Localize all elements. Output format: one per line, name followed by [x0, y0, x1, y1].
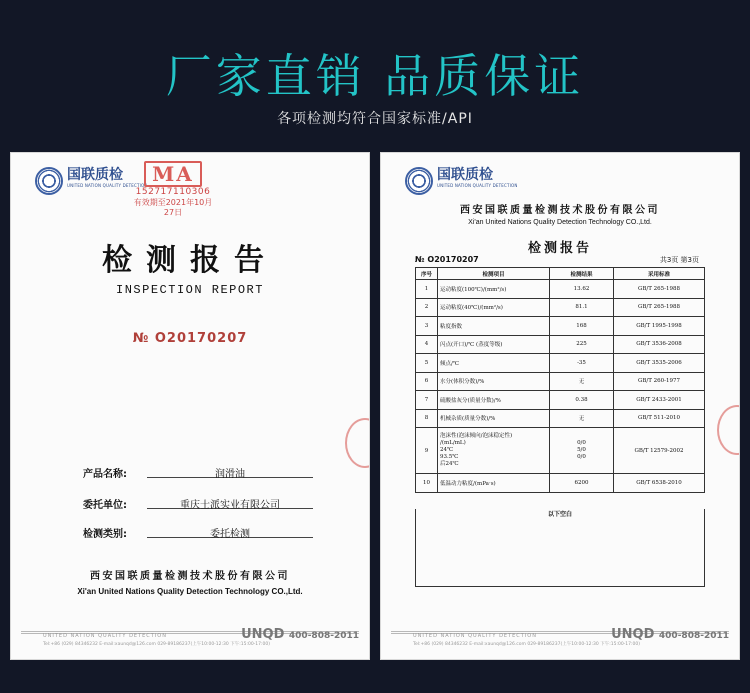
row-number: 8 [416, 409, 438, 428]
field-label: 委托单位: [83, 500, 127, 511]
report-results-page [380, 152, 740, 660]
column-header: 检测结果 [550, 268, 614, 280]
test-item: 低温动力粘度/(mPa·s) [438, 474, 550, 493]
cma-stamp [131, 161, 215, 215]
test-result: 无 [550, 409, 614, 428]
test-result: 6200 [550, 474, 614, 493]
table-header-row [416, 268, 705, 280]
row-number: 4 [416, 335, 438, 354]
blank-area [415, 509, 705, 587]
field-client [83, 496, 313, 512]
test-result: -35 [550, 354, 614, 373]
globe-icon [405, 167, 433, 195]
test-standard: GB/T 1995-1998 [614, 317, 705, 336]
org-name: 西安国联质量检测技术股份有限公司 [90, 571, 290, 582]
test-standard: GB/T 12579-2002 [614, 428, 705, 474]
test-standard: GB/T 511-2010 [614, 409, 705, 428]
table-row [416, 428, 705, 474]
test-item: 运动粘度(100℃)/(mm²/s) [438, 280, 550, 299]
row-number: 7 [416, 391, 438, 410]
test-standard: GB/T 2433-2001 [614, 391, 705, 410]
table-row [416, 335, 705, 354]
table-row [416, 354, 705, 373]
seal-stamp [345, 418, 370, 468]
test-result: 0.38 [550, 391, 614, 410]
table-row [416, 372, 705, 391]
table-row [416, 391, 705, 410]
brand-name: 国联质检 [437, 167, 493, 183]
test-standard: GB/T 3536-2008 [614, 335, 705, 354]
report-title: 检测报告 [527, 241, 592, 256]
test-standard: GB/T 3535-2006 [614, 354, 705, 373]
test-item: 硫酸盐灰分(质量分数)/% [438, 391, 550, 410]
row-number: 6 [416, 372, 438, 391]
column-header: 检测项目 [438, 268, 550, 280]
table-row [416, 280, 705, 299]
test-result: 13.62 [550, 280, 614, 299]
results-table [415, 267, 705, 493]
report-number: № O20170207 [415, 255, 479, 264]
row-number: 5 [416, 354, 438, 373]
seal-stamp [717, 405, 740, 455]
field-value: 润滑油 [147, 465, 313, 478]
cma-number: 152717110306 [135, 187, 211, 197]
footer-org-en: UNITED NATION QUALITY DETECTION [413, 633, 537, 639]
row-number: 1 [416, 280, 438, 299]
table-row [416, 317, 705, 336]
cma-valid-date: 有效期至2021年10月27日 [133, 198, 213, 217]
test-standard: GB/T 260-1977 [614, 372, 705, 391]
footer-org-en: UNITED NATION QUALITY DETECTION [43, 633, 167, 639]
test-item: 泡沫性(泡沫倾向/泡沫稳定性) /(mL/mL) 24℃ 93.5℃ 后24℃ [438, 428, 550, 474]
footer-logo [611, 627, 729, 642]
test-item: 运动粘度(40℃)/(mm²/s) [438, 298, 550, 317]
brand-name-en: UNITED NATION QUALITY DETECTION [437, 183, 518, 188]
page-subtitle: 各项检测均符合国家标准/API [277, 111, 473, 127]
org-name-en: Xi'an United Nations Quality Detection Technology CO.,Ltd. [77, 587, 303, 596]
test-item: 机械杂质(质量分数)/% [438, 409, 550, 428]
footer-contact: Tel:+86 (029) 84346232 E-mail:xaunqd@126.com 029-89186237(上午10:00-12:30 下午:15:00-17:00) [413, 642, 641, 647]
test-standard: GB/T 6538-2010 [614, 474, 705, 493]
test-item: 粘度指数 [438, 317, 550, 336]
test-standard: GB/T 265-1988 [614, 280, 705, 299]
page-footer [391, 625, 729, 653]
cover-title-en: INSPECTION REPORT [116, 283, 264, 297]
page-count: 共3页 第3页 [659, 256, 699, 264]
field-test-type [83, 525, 313, 541]
test-item: 水分(体积分数)/% [438, 372, 550, 391]
report-number: № O20170207 [132, 331, 248, 346]
test-item: 倾点/℃ [438, 354, 550, 373]
footer-phone: 400-808-2011 [288, 631, 359, 641]
test-result: 168 [550, 317, 614, 336]
test-result: 81.1 [550, 298, 614, 317]
cover-title: 检测报告 [102, 243, 278, 278]
page-headline: 厂家直销 品质保证 [165, 49, 585, 103]
row-number: 2 [416, 298, 438, 317]
footer-logo-text: UNQD [611, 627, 655, 642]
field-label: 检测类别: [83, 529, 127, 540]
cma-mark: MA [144, 161, 202, 187]
footer-logo-text: UNQD [241, 627, 285, 642]
column-header: 序号 [416, 268, 438, 280]
row-number: 9 [416, 428, 438, 474]
test-result: 0/0 5/0 0/0 [550, 428, 614, 474]
test-result: 无 [550, 372, 614, 391]
footer-logo [241, 627, 359, 642]
footer-phone: 400-808-2011 [658, 631, 729, 641]
page-footer [21, 625, 359, 653]
column-header: 采用标准 [614, 268, 705, 280]
org-name-en: Xi'an United Nations Quality Detection Technology CO.,Ltd. [468, 219, 652, 226]
org-name: 西安国联质量检测技术股份有限公司 [460, 205, 660, 216]
brand-logo [405, 167, 518, 195]
table-row [416, 409, 705, 428]
brand-name: 国联质检 [67, 167, 123, 183]
field-product-name [83, 465, 313, 481]
test-item: 闪点(开口)/℃ (蒸度等级) [438, 335, 550, 354]
end-note: 以下空白 [547, 511, 572, 518]
table-row [416, 298, 705, 317]
globe-icon [35, 167, 63, 195]
table-row [416, 474, 705, 493]
brand-name-en: UNITED NATION QUALITY DETECTION [67, 183, 148, 188]
field-value: 委托检测 [147, 525, 313, 538]
test-result: 225 [550, 335, 614, 354]
report-cover-page [10, 152, 370, 660]
row-number: 3 [416, 317, 438, 336]
test-standard: GB/T 265-1988 [614, 298, 705, 317]
footer-contact: Tel:+86 (029) 84346232 E-mail:xaunqd@126.com 029-89186237(上午10:00-12:30 下午:15:00-17:00) [43, 642, 271, 647]
field-label: 产品名称: [83, 469, 127, 480]
field-value: 重庆士派实业有限公司 [147, 496, 313, 509]
row-number: 10 [416, 474, 438, 493]
